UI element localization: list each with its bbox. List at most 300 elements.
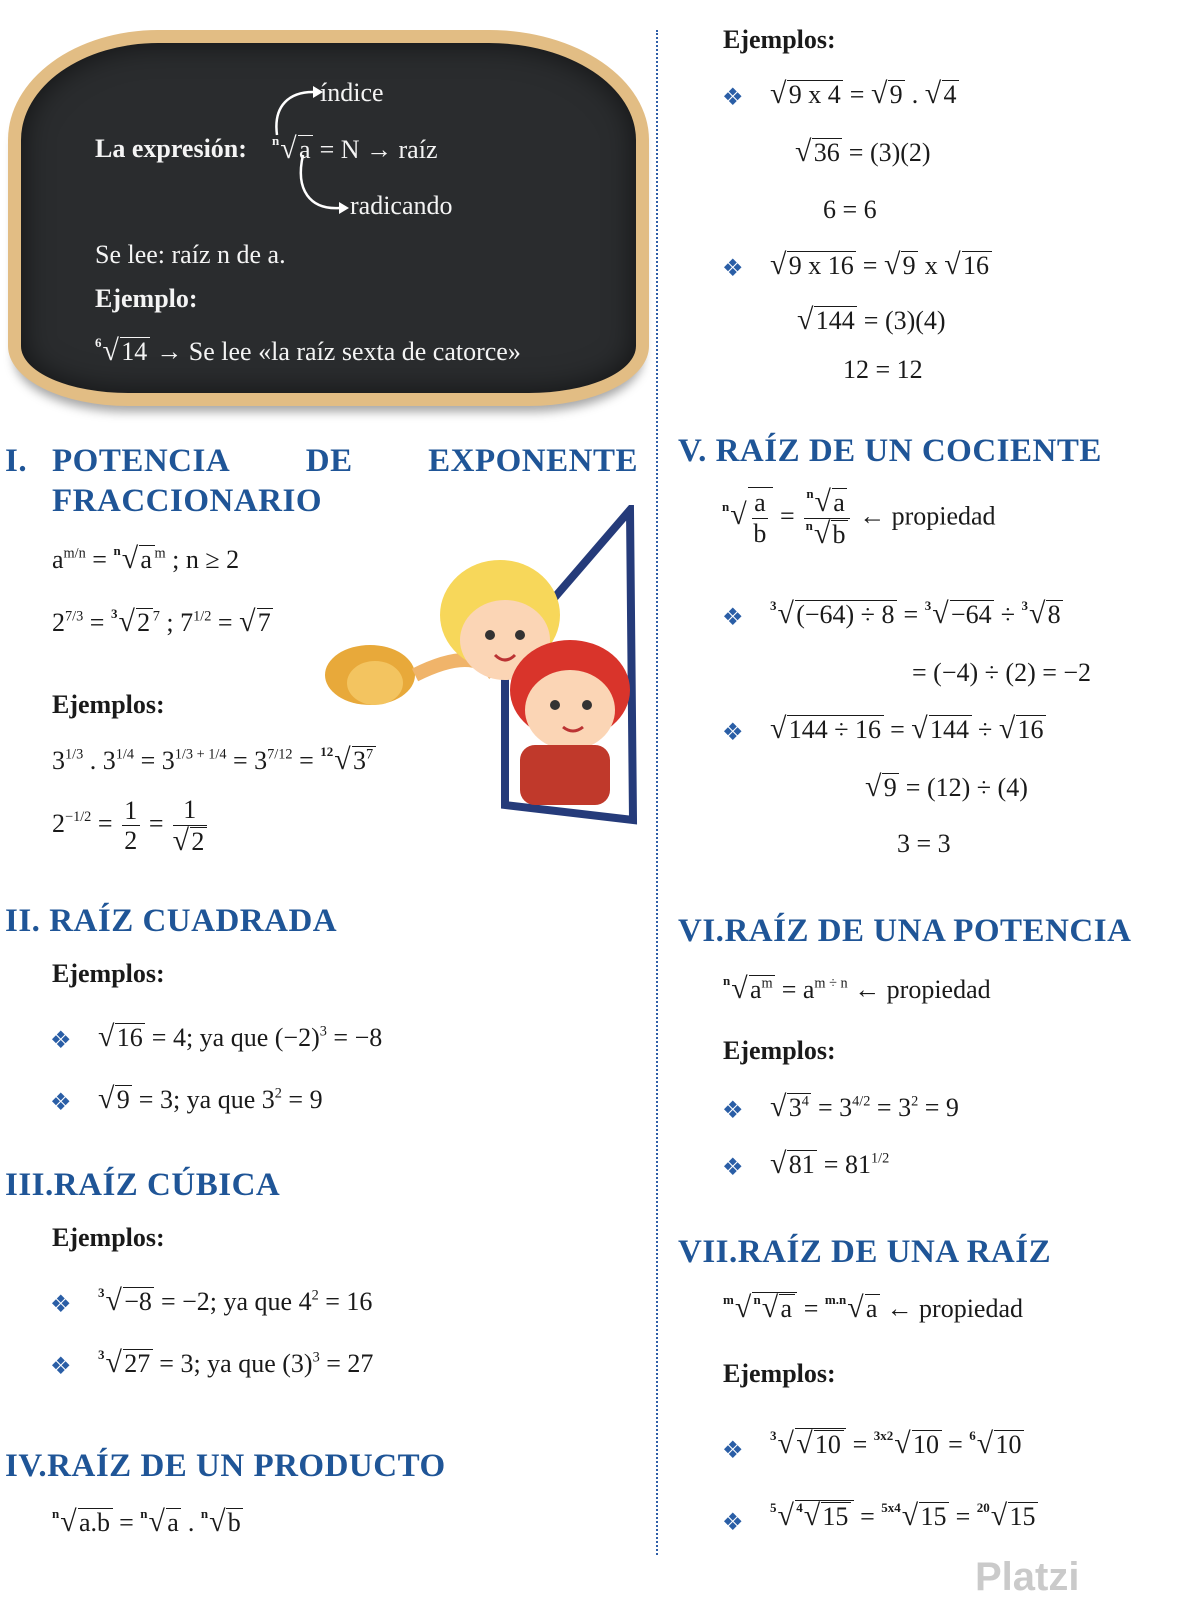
section-number: IV. <box>5 1448 48 1484</box>
ejemplos-label: Ejemplos: <box>52 959 165 988</box>
math-text: 36 <box>813 138 840 167</box>
radical-sign-icon: √ <box>148 1505 165 1538</box>
math-text: ; n ≥ 2 <box>165 545 240 574</box>
superscript: 1/3 + 1/4 <box>174 746 227 763</box>
math-text: ÷ <box>994 600 1022 629</box>
radical <box>881 1501 949 1532</box>
math-text: a <box>754 488 766 517</box>
radical <box>770 714 884 745</box>
radicand <box>749 975 776 1003</box>
math-text: = <box>83 608 111 637</box>
math-text: 9 <box>902 251 916 280</box>
radical-sign-icon: √ <box>770 248 787 281</box>
section-title: RAÍZ CUADRADA <box>49 903 338 939</box>
math-text: 1 <box>124 795 138 825</box>
radicand <box>950 600 995 628</box>
radical-index: 3 <box>98 1285 105 1300</box>
formula <box>823 195 877 225</box>
radical-index: n <box>52 1506 60 1521</box>
section-title: RAÍZ DE UN PRODUCTO <box>47 1448 446 1484</box>
radical <box>825 1293 880 1324</box>
math-text: = 3 <box>134 746 175 775</box>
math-text: a <box>140 545 152 574</box>
radical <box>723 1292 797 1324</box>
radicand <box>120 337 150 365</box>
section-heading <box>52 443 638 480</box>
math-text: a <box>833 488 845 517</box>
math-text: = <box>883 715 912 744</box>
math-text: 7 <box>257 608 271 637</box>
math-text: = 3 <box>811 1093 853 1122</box>
se-lee-text: Se lee: raíz n de a. <box>95 240 286 269</box>
formula <box>98 1286 372 1317</box>
radical-sign-icon: √ <box>730 498 747 532</box>
radical <box>805 516 849 550</box>
math-text: = <box>853 1502 882 1531</box>
superscript: 4 <box>801 1093 809 1110</box>
radicand <box>123 1287 155 1315</box>
math-text: = (3)(4) <box>857 306 946 335</box>
math-text: 9 <box>889 80 903 109</box>
denominator <box>122 826 140 856</box>
numerator <box>752 488 769 519</box>
math-text: 144 <box>929 715 969 744</box>
radical-sign-icon: √ <box>870 77 888 110</box>
section-title: RAÍZ DE UNA POTENCIA <box>724 913 1132 949</box>
radicand <box>139 545 154 573</box>
radical <box>272 134 313 165</box>
radicand <box>962 251 992 279</box>
radical-sign-icon: √ <box>121 542 139 575</box>
math-text: = <box>292 746 321 775</box>
formula <box>770 1428 1024 1460</box>
radical <box>239 607 273 638</box>
math-text: = <box>91 808 120 838</box>
ejemplos-label: Ejemplos: <box>723 1359 836 1388</box>
radical-sign-icon: √ <box>731 972 748 1005</box>
math-text: ; 7 <box>159 608 194 637</box>
radical-sign-icon: √ <box>814 485 831 518</box>
radical-sign-icon: √ <box>777 1499 794 1532</box>
radical-sign-icon: √ <box>98 1082 115 1115</box>
superscript: 3 <box>312 1349 320 1366</box>
math-text: = N → raíz <box>313 135 438 164</box>
math-text: 3 = 3 <box>897 829 951 858</box>
radical <box>140 1507 181 1538</box>
radical-sign-icon: √ <box>777 1427 794 1460</box>
math-text: = −2; ya que 4 <box>154 1287 312 1316</box>
math-text: = 9 <box>281 1085 323 1114</box>
formula <box>723 974 991 1005</box>
radical <box>52 1507 113 1538</box>
diamond-bullet-icon: ❖ <box>722 1155 744 1181</box>
math-text: 15 <box>822 1502 849 1531</box>
radicand <box>832 488 847 516</box>
math-text: 144 ÷ 16 <box>788 715 881 744</box>
math-text: 2 <box>52 808 65 838</box>
radical-sign-icon: √ <box>1028 597 1046 630</box>
radical-index: n <box>753 1292 761 1307</box>
section-number: V. <box>678 433 707 469</box>
denominator <box>804 516 850 550</box>
radicand <box>812 138 842 166</box>
radical-index: n <box>113 543 121 558</box>
radical <box>98 1022 145 1053</box>
radical-sign-icon: √ <box>98 1020 115 1053</box>
diamond-bullet-icon: ❖ <box>722 85 744 111</box>
radical-sign-icon: √ <box>209 1505 226 1538</box>
radicand <box>787 1150 817 1178</box>
radical-sign-icon: √ <box>777 597 794 630</box>
radicand <box>136 608 153 636</box>
radical-sign-icon: √ <box>865 770 882 803</box>
radical-sign-icon: √ <box>102 334 119 367</box>
radical-index: 5 <box>770 1500 777 1515</box>
math-text: a <box>298 135 311 164</box>
superscript: 1/3 <box>65 746 84 763</box>
superscript: m ÷ n <box>814 975 848 992</box>
math-text: ← propiedad <box>847 975 991 1004</box>
radical-sign-icon: √ <box>761 1291 779 1324</box>
radical <box>98 1084 132 1115</box>
math-text: = 81 <box>817 1150 871 1179</box>
radical-sign-icon: √ <box>770 1090 787 1123</box>
ejemplos-label: Ejemplos: <box>52 690 165 719</box>
radicand <box>821 1502 851 1530</box>
math-text: = 4; ya que (−2) <box>145 1023 320 1052</box>
formula <box>797 305 946 336</box>
radical-index: 3 <box>770 1428 777 1443</box>
radicand <box>779 1294 794 1322</box>
radical <box>770 1149 817 1180</box>
formula <box>98 1348 373 1379</box>
radical-index: 6 <box>95 335 102 350</box>
radical-sign-icon: √ <box>803 1499 821 1532</box>
math-text: 4 <box>943 80 957 109</box>
radical-index: 3x2 <box>873 1428 894 1443</box>
radical-index: 4 <box>796 1500 803 1515</box>
radical-sign-icon: √ <box>901 1499 919 1532</box>
math-text: 144 <box>815 306 855 335</box>
radical-sign-icon: √ <box>883 248 901 281</box>
radical-sign-icon: √ <box>795 135 812 168</box>
math-text: 2 <box>52 608 65 637</box>
radical-index: 3 <box>924 598 932 613</box>
radicand <box>1016 715 1046 743</box>
fraction <box>752 488 769 549</box>
root-expression <box>272 134 437 165</box>
radical-sign-icon: √ <box>797 303 814 336</box>
radical-index: n <box>722 499 730 515</box>
formula <box>52 544 239 575</box>
math-text: 14 <box>121 337 148 366</box>
indice-label: índice <box>320 78 384 107</box>
radicand <box>752 1292 797 1323</box>
heading-word: FRACCIONARIO <box>52 483 322 519</box>
math-text: . 3 <box>83 746 116 775</box>
radical-index: 12 <box>320 744 334 759</box>
radicand <box>814 1430 844 1458</box>
radical-sign-icon: √ <box>60 1505 77 1538</box>
formula <box>770 1149 889 1180</box>
radical <box>95 336 150 367</box>
math-text: = <box>949 1502 977 1531</box>
radicand <box>115 1023 145 1051</box>
radical <box>874 1429 942 1460</box>
radical-sign-icon: √ <box>894 1427 911 1460</box>
formula <box>795 137 931 168</box>
formula <box>52 607 273 638</box>
platzi-watermark: Platzi <box>975 1555 1080 1599</box>
math-text: = (−4) ÷ (2) = −2 <box>912 658 1092 687</box>
radical <box>795 137 842 168</box>
radical-index: 3 <box>98 1347 105 1362</box>
math-text: a <box>167 1508 179 1537</box>
math-text: 6 = 6 <box>823 195 877 224</box>
math-text: 3 <box>52 746 65 775</box>
section-number: VII. <box>678 1234 738 1270</box>
math-text: b <box>753 518 767 548</box>
numerator <box>122 796 140 827</box>
numerator <box>804 487 850 519</box>
radicand <box>795 1428 846 1459</box>
radical <box>871 79 905 110</box>
radical-sign-icon: √ <box>998 712 1016 745</box>
math-text: = <box>142 808 171 838</box>
math-text: 16 <box>962 251 989 280</box>
math-text: = <box>797 1294 825 1323</box>
radical-sign-icon: √ <box>172 823 190 857</box>
radical <box>884 250 918 281</box>
superscript: 7 <box>152 608 160 625</box>
superscript: 1/4 <box>115 746 135 763</box>
radicand <box>115 1085 132 1113</box>
radical <box>770 250 856 281</box>
radical <box>977 1501 1038 1532</box>
radicand <box>787 80 843 108</box>
radical <box>925 79 959 110</box>
formula <box>770 250 992 281</box>
formula <box>770 714 1046 745</box>
radical-index: 6 <box>969 1428 976 1443</box>
math-text: = 3; ya que (3) <box>152 1349 313 1378</box>
math-text: ← propiedad <box>880 1294 1024 1323</box>
formula <box>865 772 1028 803</box>
formula <box>770 1092 959 1123</box>
math-text: b <box>832 519 846 549</box>
section-heading <box>678 433 1102 470</box>
radicand <box>1046 600 1063 628</box>
ejemplos-label: Ejemplos: <box>723 1036 836 1065</box>
expresion-label: La expresión: <box>95 134 247 163</box>
superscript: 1/2 <box>193 608 212 625</box>
radical <box>98 1286 154 1317</box>
diamond-bullet-icon: ❖ <box>722 256 744 282</box>
radical-index: n <box>140 1506 148 1521</box>
section-heading <box>678 1234 1051 1271</box>
math-text: = <box>897 600 925 629</box>
superscript: 3 <box>319 1023 327 1040</box>
radical-sign-icon: √ <box>990 1499 1008 1532</box>
radicand <box>787 1093 811 1121</box>
radical-sign-icon: √ <box>280 132 297 165</box>
section-number: II. <box>5 903 41 939</box>
math-text: = <box>843 80 871 109</box>
heading-word: POTENCIA <box>52 443 231 479</box>
radical-sign-icon: √ <box>770 77 787 110</box>
section-title: RAÍZ DE UN COCIENTE <box>715 433 1102 469</box>
math-text: −64 <box>950 600 992 629</box>
radicand <box>226 1508 243 1536</box>
math-text: = <box>856 251 884 280</box>
radical-sign-icon: √ <box>911 712 928 745</box>
radicand <box>795 600 897 628</box>
radical <box>201 1507 244 1538</box>
radical <box>770 1092 811 1123</box>
math-text: 9 x 4 <box>788 80 841 109</box>
radical-sign-icon: √ <box>813 516 831 550</box>
math-text: 1 <box>183 795 197 824</box>
radical <box>969 1429 1024 1460</box>
math-text: 16 <box>1017 715 1044 744</box>
radicand <box>912 1430 942 1458</box>
radical <box>797 305 857 336</box>
radical-sign-icon: √ <box>796 1427 813 1460</box>
math-text: ÷ <box>971 715 999 744</box>
superscript: m <box>154 545 166 562</box>
math-text: a <box>52 545 64 574</box>
diamond-bullet-icon: ❖ <box>50 1028 72 1054</box>
diamond-bullet-icon: ❖ <box>722 605 744 631</box>
radical-sign-icon: √ <box>734 1291 752 1324</box>
ejemplos-label: Ejemplos: <box>723 25 836 54</box>
math-text: = <box>773 501 802 531</box>
math-text: 10 <box>814 1430 841 1459</box>
radical-sign-icon: √ <box>770 712 787 745</box>
math-text: 9 <box>883 773 897 802</box>
radicand <box>831 520 848 548</box>
radical <box>770 1500 854 1532</box>
math-text: = <box>846 1430 874 1459</box>
diamond-bullet-icon: ❖ <box>50 1090 72 1116</box>
superscript: m <box>761 975 773 992</box>
radicand <box>814 306 857 334</box>
formula <box>98 1084 323 1115</box>
radical <box>770 599 897 630</box>
numerator <box>173 795 207 826</box>
math-text: 27 <box>124 1349 151 1378</box>
math-text: 12 = 12 <box>843 355 923 384</box>
radical-index: n <box>723 973 731 988</box>
radical-sign-icon: √ <box>105 1346 122 1379</box>
radicand <box>1008 1502 1038 1530</box>
math-text: ← propiedad <box>852 501 996 531</box>
math-text: = 16 <box>318 1287 373 1316</box>
radical <box>111 607 153 638</box>
math-text: = <box>941 1430 970 1459</box>
section-heading <box>678 913 1131 950</box>
diamond-bullet-icon: ❖ <box>50 1292 72 1318</box>
superscript: m/n <box>63 545 86 562</box>
math-text: = 3; ya que 3 <box>132 1085 275 1114</box>
math-text: b <box>227 1508 241 1537</box>
formula <box>723 1292 1023 1324</box>
radicand <box>901 251 918 279</box>
section-title: RAÍZ CÚBICA <box>53 1167 281 1203</box>
radicand <box>257 608 274 636</box>
radicando-label: radicando <box>350 191 453 220</box>
radicand <box>78 1508 113 1536</box>
radical-sign-icon: √ <box>976 1427 994 1460</box>
section-number: VI. <box>678 913 725 949</box>
math-text: a.b <box>78 1508 110 1537</box>
math-text: 10 <box>912 1430 939 1459</box>
math-text: = 3 <box>226 746 268 775</box>
radicand <box>190 827 207 855</box>
radical <box>723 974 775 1005</box>
math-text: = 27 <box>319 1349 374 1378</box>
math-text: 3 <box>788 1093 802 1122</box>
radical-index: n <box>200 1506 209 1521</box>
radical <box>999 714 1046 745</box>
diamond-bullet-icon: ❖ <box>722 1098 744 1124</box>
superscript: 4/2 <box>852 1093 871 1110</box>
math-text: 8 <box>1047 600 1061 629</box>
board-example <box>95 336 521 367</box>
formula <box>98 1022 382 1053</box>
radical <box>911 714 971 745</box>
radical-sign-icon: √ <box>847 1291 864 1324</box>
radical-index: 3 <box>770 598 777 613</box>
fraction <box>122 796 140 857</box>
radical <box>172 823 207 857</box>
radicand <box>865 1294 880 1322</box>
math-text: 3 <box>352 746 366 775</box>
math-text: 9 x 16 <box>788 251 854 280</box>
formula <box>843 355 923 385</box>
math-text: = <box>85 545 114 574</box>
radicand <box>795 1500 854 1531</box>
section-heading <box>5 1448 446 1485</box>
superscript: 7/12 <box>267 746 293 763</box>
math-text: = (3)(2) <box>842 138 931 167</box>
formula <box>912 658 1091 688</box>
radical-sign-icon: √ <box>334 743 351 776</box>
radical <box>944 250 991 281</box>
math-text: . <box>181 1508 201 1537</box>
radicand <box>994 1430 1024 1458</box>
radicand <box>787 715 883 743</box>
superscript: 7/3 <box>65 608 84 625</box>
math-text: = (12) ÷ (4) <box>899 773 1028 802</box>
superscript: 2 <box>274 1085 282 1102</box>
radicand <box>166 1508 181 1536</box>
diamond-bullet-icon: ❖ <box>722 1438 744 1464</box>
radical-index: 5x4 <box>881 1500 901 1515</box>
formula <box>770 79 959 110</box>
radical <box>796 1429 843 1459</box>
section-heading <box>5 1167 280 1204</box>
radical <box>98 1348 153 1379</box>
math-text: a <box>865 1294 878 1323</box>
radical-sign-icon: √ <box>932 597 949 630</box>
radical <box>722 487 773 549</box>
ejemplos-label: Ejemplos: <box>52 1223 165 1252</box>
radical <box>865 772 899 803</box>
superscript: −1/2 <box>65 809 92 826</box>
math-text: 2 <box>137 608 151 637</box>
radicand <box>787 251 856 279</box>
